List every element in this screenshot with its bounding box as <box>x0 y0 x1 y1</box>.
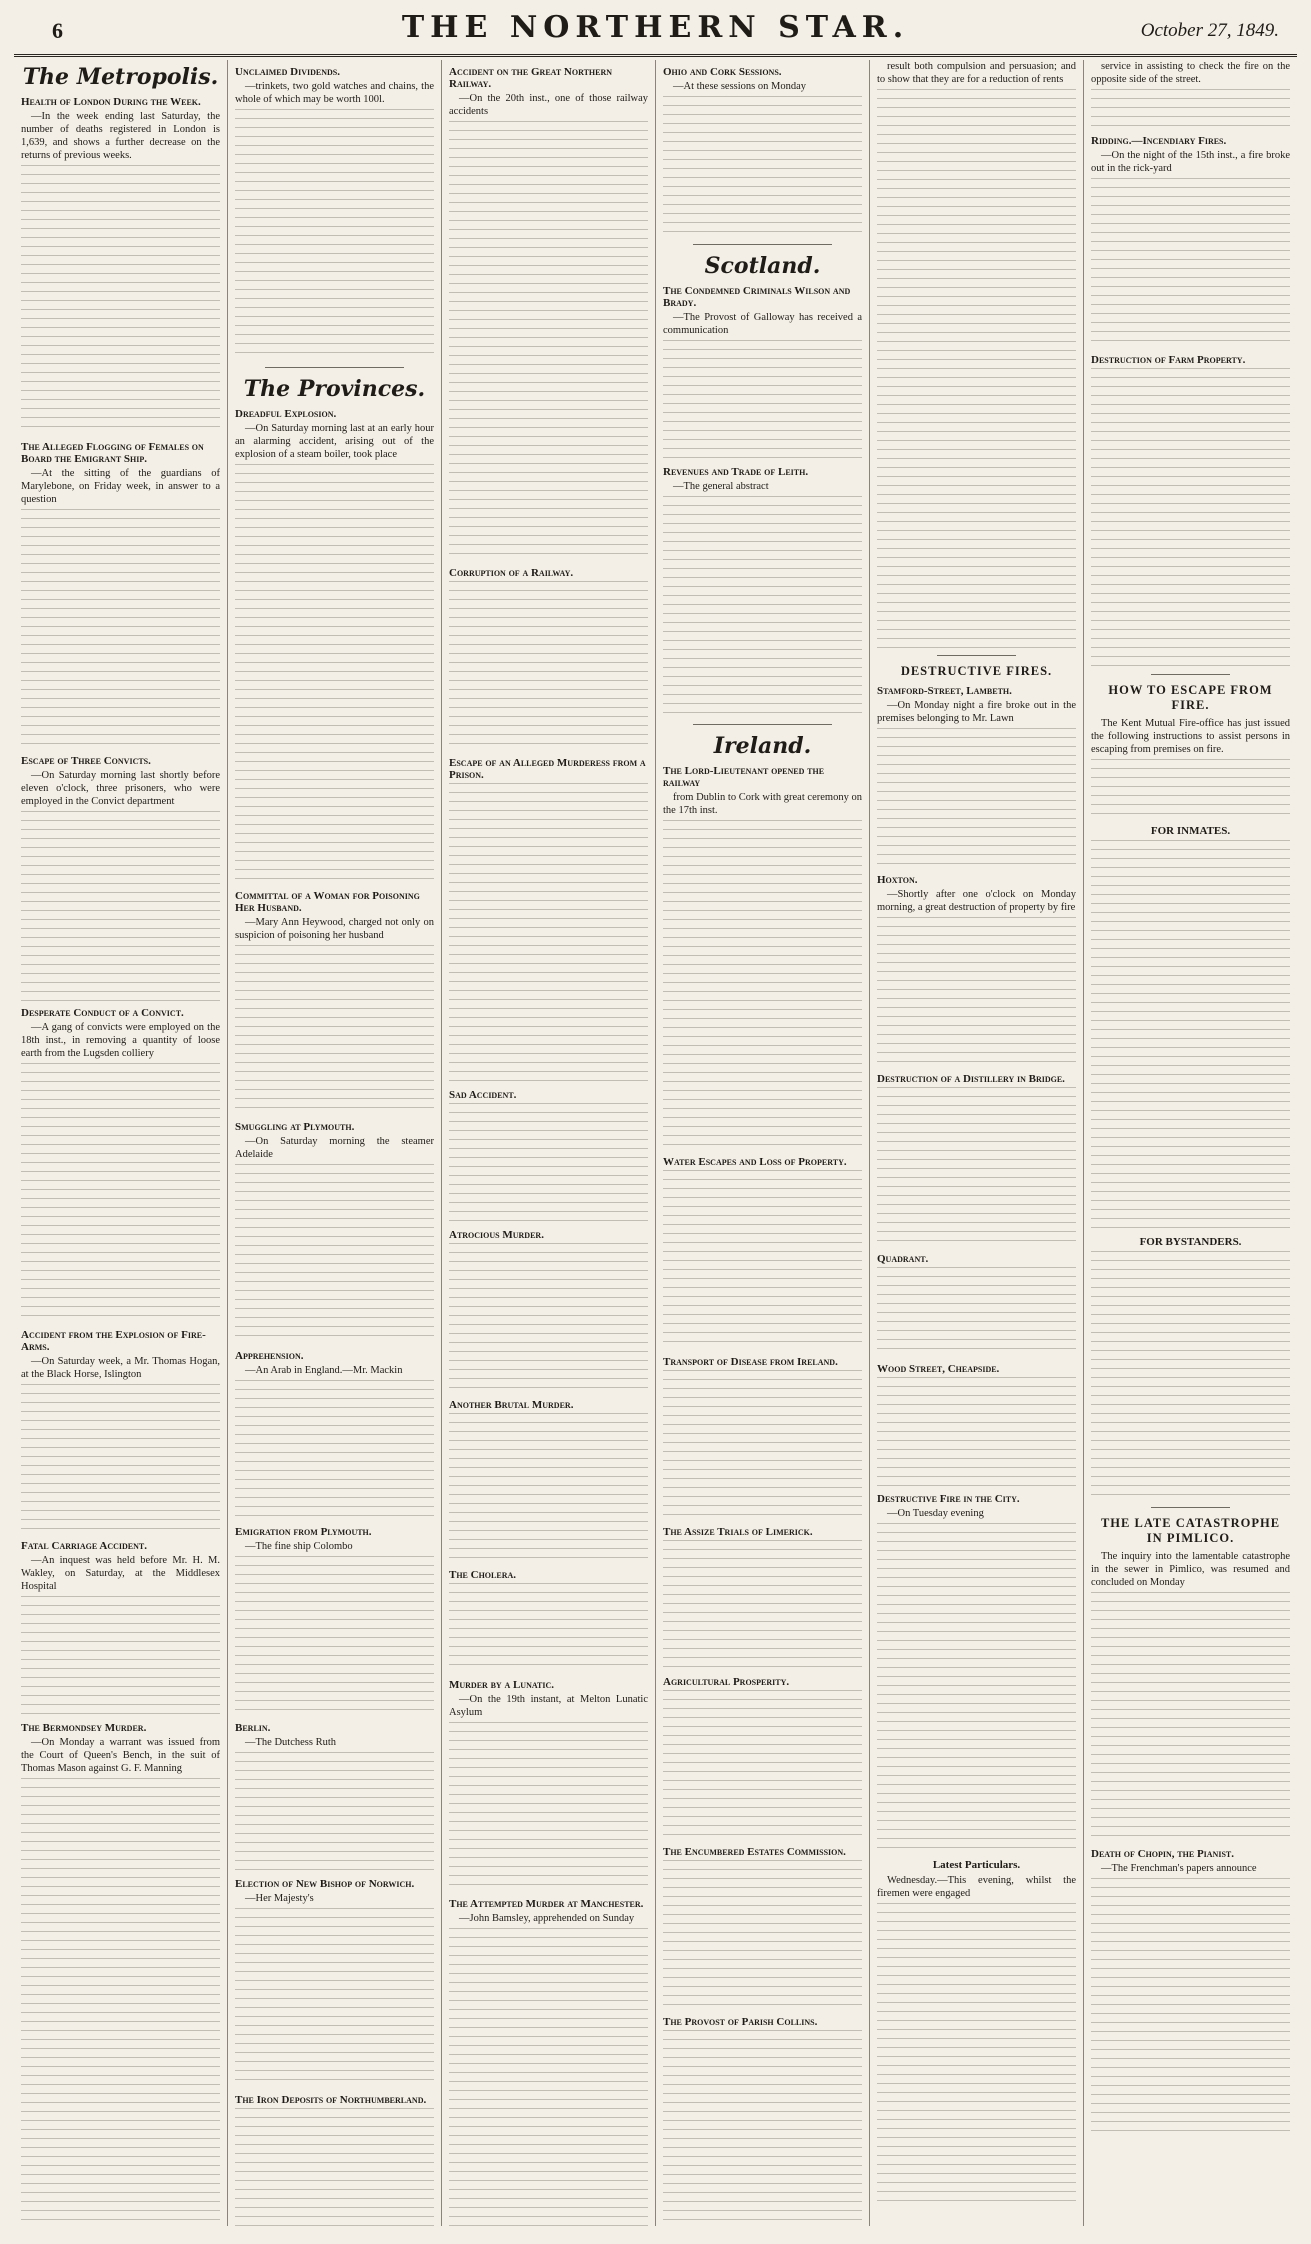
section-heading-ireland: Ireland. <box>713 733 812 759</box>
article-heading: The Provost of Parish Collins. <box>663 2016 818 2028</box>
article-text: —On the 20th inst., one of those railway accidents <box>449 93 648 117</box>
article-text: —trinkets, two gold watches and chains, the whole of which may be worth 100l. <box>235 81 434 105</box>
article-body <box>449 1928 648 2226</box>
article-heading: Unclaimed Dividends. <box>235 66 340 78</box>
article-body <box>449 1243 648 1393</box>
article-body <box>235 1164 434 1344</box>
article-heading: Smuggling at Plymouth. <box>235 1121 355 1133</box>
article-body <box>1091 1251 1290 1501</box>
paper-title: THE NORTHERN STAR. <box>401 10 910 45</box>
article-body <box>449 783 648 1083</box>
article-heading: Water Escapes and Loss of Property. <box>663 1156 847 1168</box>
article-body <box>449 1722 648 1892</box>
article-heading: Stamford-Street, Lambeth. <box>877 685 1012 697</box>
article-text: —The Frenchman's papers announce <box>1101 1863 1257 1874</box>
article-body <box>235 1556 434 1716</box>
article-body <box>663 820 862 1150</box>
article-body <box>21 1778 220 2226</box>
article-text: The inquiry into the lamentable catastrophe in the sewer in Pimlico, was resumed and concluded on Monday <box>1091 1551 1290 1588</box>
divider <box>693 724 832 725</box>
article-body <box>235 2108 434 2226</box>
article-body <box>663 1860 862 2010</box>
article-heading: Destructive Fire in the City. <box>877 1493 1020 1505</box>
article-text: —On Saturday morning the steamer Adelaide <box>235 1136 434 1160</box>
article-text: —On Tuesday evening <box>887 1508 984 1519</box>
article-text: —On the night of the 15th inst., a fire broke out in the rick-yard <box>1091 150 1290 174</box>
article-text: —An inquest was held before Mr. H. M. Wakley, on Saturday, at the Middlesex Hospital <box>21 1555 220 1592</box>
article-text: from Dublin to Cork with great ceremony on the 17th inst. <box>663 792 862 816</box>
section-heading-scotland: Scotland. <box>704 253 821 279</box>
article-heading: Escape of Three Convicts. <box>21 755 151 767</box>
article-text: —On Saturday week, a Mr. Thomas Hogan, at the Black Horse, Islington <box>21 1356 220 1380</box>
issue-date: October 27, 1849. <box>1140 20 1279 41</box>
article-body <box>449 1583 648 1673</box>
article-heading: Election of New Bishop of Norwich. <box>235 1878 415 1890</box>
article-body <box>449 581 648 751</box>
article-body <box>663 1690 862 1840</box>
article-text: —Shortly after one o'clock on Monday morning, a great destruction of property by fire <box>877 889 1076 913</box>
article-text: Wednesday.—This evening, whilst the firemen were engaged <box>877 1875 1076 1899</box>
column-6 <box>1084 60 1297 2226</box>
article-heading: The Lord-Lieutenant opened the railway <box>663 765 825 789</box>
article-heading: Wood Street, Cheapside. <box>877 1363 1000 1375</box>
article-body <box>877 1903 1076 2203</box>
article-text: —The fine ship Colombo <box>245 1541 353 1552</box>
article-body <box>21 1063 220 1323</box>
article-text: —On Monday night a fire broke out in the premises belonging to Mr. Lawn <box>877 700 1076 724</box>
article-heading: Health of London During the Week. <box>21 96 201 108</box>
article-body <box>663 2030 862 2226</box>
article-text: —A gang of convicts were employed on the 18th inst., in removing a quantity of loose earth from the Lugsden colliery <box>21 1022 220 1059</box>
article-body <box>1091 840 1290 1230</box>
article-body <box>449 1103 648 1223</box>
article-heading: Escape of an Alleged Murderess from a Prison. <box>449 757 646 781</box>
article-heading: Destruction of a Distillery in Bridge. <box>877 1073 1065 1085</box>
article-heading: Accident from the Explosion of Fire-Arms. <box>21 1329 206 1353</box>
section-heading-pimlico: THE LATE CATASTROPHE IN PIMLICO. <box>1100 1516 1281 1545</box>
masthead <box>14 10 1297 57</box>
article-heading: The Iron Deposits of Northumberland. <box>235 2094 427 2106</box>
article-body <box>877 1087 1076 1247</box>
article-heading: The Assize Trials of Limerick. <box>663 1526 813 1538</box>
article-heading: Dreadful Explosion. <box>235 408 337 420</box>
article-heading: Death of Chopin, the Pianist. <box>1091 1848 1234 1860</box>
divider <box>693 244 832 245</box>
article-heading: Revenues and Trade of Leith. <box>663 466 809 478</box>
article-heading: Accident on the Great Northern Railway. <box>449 66 613 90</box>
article-text: —An Arab in England.—Mr. Mackin <box>245 1365 403 1376</box>
article-heading: The Alleged Flogging of Females on Board the Emigrant Ship. <box>21 441 204 465</box>
article-body <box>449 1413 648 1563</box>
article-heading: The Condemned Criminals Wilson and Brady. <box>663 285 851 309</box>
article-body <box>1091 1878 1290 2138</box>
article-body <box>877 728 1076 868</box>
article-text: —Mary Ann Heywood, charged not only on suspicion of poisoning her husband <box>235 917 434 941</box>
section-heading-provinces: The Provinces. <box>243 376 426 402</box>
article-body <box>235 1380 434 1520</box>
article-heading: Ridding.—Incendiary Fires. <box>1091 135 1227 147</box>
article-body <box>1091 759 1290 819</box>
article-body <box>235 109 434 359</box>
article-text: —On Saturday morning last shortly before eleven o'clock, three prisoners, who were employed in the Convict department <box>21 770 220 807</box>
article-body <box>235 464 434 884</box>
article-text: —The general abstract <box>673 481 769 492</box>
article-text: The Kent Mutual Fire-office has just issued the following instructions to assist persons in escaping from premises on fire. <box>1091 718 1290 755</box>
page-number: 6 <box>52 18 63 43</box>
article-heading: Fatal Carriage Accident. <box>21 1540 147 1552</box>
divider <box>1151 674 1230 675</box>
article-body <box>1091 89 1290 129</box>
article-heading: The Bermondsey Murder. <box>21 1722 147 1734</box>
column-5 <box>870 60 1084 2226</box>
article-body <box>663 340 862 460</box>
article-body <box>21 811 220 1001</box>
article-body <box>21 165 220 435</box>
article-text: service in assisting to check the fire on the opposite side of the street. <box>1091 61 1290 85</box>
article-body <box>21 1384 220 1534</box>
article-heading: Desperate Conduct of a Convict. <box>21 1007 184 1019</box>
article-heading: The Cholera. <box>449 1569 517 1581</box>
article-heading: The Attempted Murder at Manchester. <box>449 1898 644 1910</box>
article-body <box>21 509 220 749</box>
article-heading: Berlin. <box>235 1722 271 1734</box>
article-heading: Hoxton. <box>877 874 918 886</box>
divider <box>937 655 1016 656</box>
article-heading: The Encumbered Estates Commission. <box>663 1846 846 1858</box>
article-heading: Sad Accident. <box>449 1089 517 1101</box>
divider <box>1151 1507 1230 1508</box>
article-heading: Committal of a Woman for Poisoning Her Husband. <box>235 890 420 914</box>
article-text: —In the week ending last Saturday, the number of deaths registered in London is 1,639, and shows a further decrease on the returns of previous weeks. <box>21 111 220 161</box>
article-body <box>21 1596 220 1716</box>
article-text: —On the 19th instant, at Melton Lunatic Asylum <box>449 1694 648 1718</box>
article-body <box>1091 1592 1290 1842</box>
article-text: result both compulsion and persuasion; and to show that they are for a reduction of rents <box>877 61 1076 85</box>
article-heading: Ohio and Cork Sessions. <box>663 66 782 78</box>
subheading-for-bystanders: FOR BYSTANDERS. <box>1139 1236 1242 1248</box>
article-body <box>1091 178 1290 348</box>
subheading-for-inmates: FOR INMATES. <box>1150 825 1231 837</box>
article-body <box>663 1370 862 1520</box>
article-heading: Latest Particulars. <box>932 1859 1021 1871</box>
article-body <box>663 1170 862 1350</box>
article-body <box>663 96 862 236</box>
article-text: —Her Majesty's <box>245 1893 314 1904</box>
columns <box>14 60 1297 2226</box>
article-heading: Murder by a Lunatic. <box>449 1679 555 1691</box>
article-text: —John Bamsley, apprehended on Sunday <box>459 1913 635 1924</box>
article-body <box>235 1908 434 2088</box>
article-body <box>877 917 1076 1067</box>
article-heading: Quadrant. <box>877 1253 929 1265</box>
article-heading: Another Brutal Murder. <box>449 1399 574 1411</box>
column-1 <box>14 60 228 2226</box>
article-body <box>877 1377 1076 1487</box>
article-body <box>1091 368 1290 668</box>
article-body <box>877 1267 1076 1357</box>
section-heading-destructive-fires: DESTRUCTIVE FIRES. <box>900 664 1053 678</box>
article-heading: Transport of Disease from Ireland. <box>663 1356 838 1368</box>
article-text: —On Saturday morning last at an early hour an alarming accident, arising out of the explosion of a steam boiler, took place <box>235 423 434 460</box>
article-heading: Emigration from Plymouth. <box>235 1526 372 1538</box>
divider <box>265 367 404 368</box>
article-heading: Apprehension. <box>235 1350 304 1362</box>
article-body <box>663 496 862 716</box>
article-heading: Destruction of Farm Property. <box>1091 354 1246 366</box>
article-heading: Agricultural Prosperity. <box>663 1676 790 1688</box>
article-body <box>663 1540 862 1670</box>
section-heading-metropolis: The Metropolis. <box>22 64 219 90</box>
article-text: —At the sitting of the guardians of Marylebone, on Friday week, in answer to a question <box>21 468 220 505</box>
article-text: —The Dutchess Ruth <box>245 1737 336 1748</box>
section-heading-escape-from-fire: HOW TO ESCAPE FROM FIRE. <box>1108 683 1273 712</box>
article-body <box>877 89 1076 649</box>
article-body <box>449 121 648 561</box>
article-body <box>235 945 434 1115</box>
article-body <box>235 1752 434 1872</box>
column-4 <box>656 60 870 2226</box>
article-heading: Corruption of a Railway. <box>449 567 574 579</box>
article-text: —The Provost of Galloway has received a communication <box>663 312 862 336</box>
article-text: —At these sessions on Monday <box>673 81 806 92</box>
article-heading: Atrocious Murder. <box>449 1229 544 1241</box>
column-3 <box>442 60 656 2226</box>
article-body <box>877 1523 1076 1853</box>
column-2 <box>228 60 442 2226</box>
article-text: —On Monday a warrant was issued from the Court of Queen's Bench, in the suit of Thomas Mason against G. F. Manning <box>21 1737 220 1774</box>
